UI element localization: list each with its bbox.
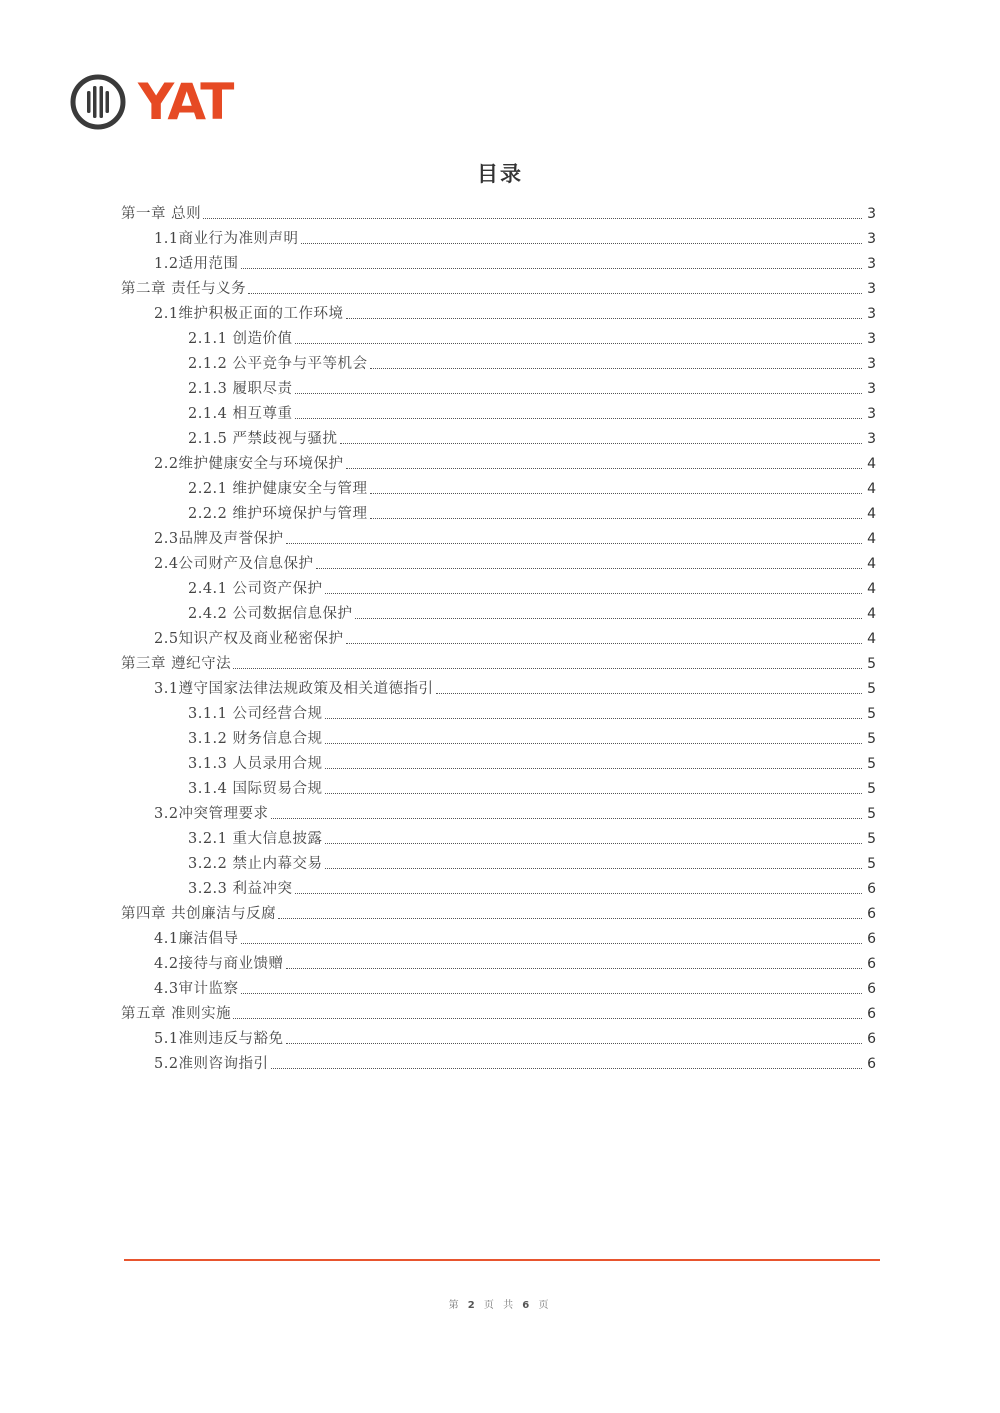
footer-suffix: 页 (538, 1300, 552, 1311)
toc-dot-leader (325, 718, 862, 719)
toc-entry[interactable] (0, 299, 1000, 324)
toc-dot-leader (241, 268, 862, 269)
toc-entry-label: 4.3审计监察 (154, 981, 239, 997)
toc-dot-leader (241, 943, 862, 944)
toc-entry-label: 2.4.2 公司数据信息保护 (188, 606, 353, 622)
toc-entry-label: 2.2维护健康安全与环境保护 (154, 456, 344, 472)
toc-entry-page-number: 6 (867, 881, 876, 897)
toc-entry-label: 第一章 总则 (121, 206, 202, 222)
toc-entry-label: 1.2适用范围 (154, 256, 239, 272)
toc-entry-label: 2.1.3 履职尽责 (188, 381, 293, 397)
toc-entry-page-number: 3 (867, 281, 876, 297)
toc-entry-page-number: 5 (867, 681, 876, 697)
toc-dot-leader (325, 868, 862, 869)
toc-entry[interactable] (0, 699, 1000, 724)
toc-entry-page-number: 4 (867, 581, 876, 597)
toc-entry[interactable] (0, 324, 1000, 349)
toc-dot-leader (286, 1043, 862, 1044)
toc-entry-label: 4.2接待与商业馈赠 (154, 956, 284, 972)
toc-entry[interactable] (0, 374, 1000, 399)
toc-entry-page-number: 3 (867, 331, 876, 347)
toc-entry-label: 2.3品牌及声誉保护 (154, 531, 284, 547)
toc-entry-label: 2.1.2 公平竞争与平等机会 (188, 356, 368, 372)
toc-entry-page-number: 6 (867, 1006, 876, 1022)
toc-entry[interactable] (0, 599, 1000, 624)
toc-entry-label: 2.1.4 相互尊重 (188, 406, 293, 422)
toc-dot-leader (301, 243, 862, 244)
toc-entry-page-number: 3 (867, 306, 876, 322)
toc-entry-page-number: 4 (867, 506, 876, 522)
page-number-footer (0, 1296, 1000, 1311)
toc-entry-label: 3.1.1 公司经营合规 (188, 706, 323, 722)
toc-entry[interactable] (0, 399, 1000, 424)
toc-dot-leader (370, 493, 862, 494)
toc-entry-label: 3.2.3 利益冲突 (188, 881, 293, 897)
toc-dot-leader (316, 568, 862, 569)
toc-entry-page-number: 3 (867, 231, 876, 247)
toc-entry-page-number: 6 (867, 906, 876, 922)
yat-ring-logo-icon (70, 74, 126, 130)
toc-entry-page-number: 5 (867, 756, 876, 772)
toc-entry-label: 3.1遵守国家法律法规政策及相关道德指引 (154, 681, 434, 697)
toc-entry-page-number: 3 (867, 356, 876, 372)
toc-entry[interactable] (0, 424, 1000, 449)
toc-entry-label: 5.2准则咨询指引 (154, 1056, 269, 1072)
toc-dot-leader (295, 343, 862, 344)
toc-entry-label: 4.1廉洁倡导 (154, 931, 239, 947)
toc-dot-leader (436, 693, 862, 694)
toc-entry-page-number: 3 (867, 381, 876, 397)
toc-dot-leader (370, 368, 862, 369)
toc-entry[interactable] (0, 1049, 1000, 1074)
toc-entry-page-number: 6 (867, 1031, 876, 1047)
toc-entry-label: 5.1准则违反与豁免 (154, 1031, 284, 1047)
logo-wordmark: YAT (138, 73, 233, 131)
footer-divider (124, 1259, 880, 1261)
table-of-contents (0, 199, 1000, 1074)
toc-entry-page-number: 3 (867, 406, 876, 422)
toc-entry[interactable] (0, 274, 1000, 299)
toc-entry[interactable] (0, 974, 1000, 999)
toc-dot-leader (271, 818, 862, 819)
toc-entry[interactable] (0, 574, 1000, 599)
toc-entry[interactable] (0, 474, 1000, 499)
toc-entry-page-number: 3 (867, 431, 876, 447)
company-logo (70, 72, 232, 132)
toc-dot-leader (346, 318, 862, 319)
toc-entry-page-number: 4 (867, 456, 876, 472)
toc-entry[interactable] (0, 549, 1000, 574)
toc-entry-page-number: 6 (867, 931, 876, 947)
toc-entry[interactable] (0, 774, 1000, 799)
toc-entry-page-number: 6 (867, 981, 876, 997)
toc-entry[interactable] (0, 849, 1000, 874)
toc-entry-page-number: 5 (867, 656, 876, 672)
toc-entry-page-number: 3 (867, 256, 876, 272)
toc-dot-leader (325, 793, 862, 794)
toc-entry[interactable] (0, 349, 1000, 374)
toc-entry[interactable] (0, 799, 1000, 824)
current-page-number: 2 (467, 1300, 478, 1311)
toc-entry-page-number: 4 (867, 531, 876, 547)
toc-dot-leader (233, 1018, 862, 1019)
toc-entry[interactable] (0, 524, 1000, 549)
toc-entry-label: 2.2.1 维护健康安全与管理 (188, 481, 368, 497)
toc-entry-label: 3.2.1 重大信息披露 (188, 831, 323, 847)
toc-entry-label: 3.2冲突管理要求 (154, 806, 269, 822)
toc-dot-leader (346, 643, 862, 644)
toc-entry[interactable] (0, 899, 1000, 924)
toc-entry-label: 2.2.2 维护环境保护与管理 (188, 506, 368, 522)
toc-entry[interactable] (0, 649, 1000, 674)
toc-dot-leader (203, 218, 862, 219)
toc-dot-leader (325, 843, 862, 844)
toc-entry-page-number: 4 (867, 606, 876, 622)
toc-entry-label: 3.2.2 禁止内幕交易 (188, 856, 323, 872)
toc-entry-label: 2.5知识产权及商业秘密保护 (154, 631, 344, 647)
toc-entry-label: 2.4公司财产及信息保护 (154, 556, 314, 572)
toc-dot-leader (340, 443, 862, 444)
toc-entry-label: 第三章 遵纪守法 (121, 656, 232, 672)
toc-entry-page-number: 4 (867, 481, 876, 497)
toc-entry[interactable] (0, 1024, 1000, 1049)
toc-entry-label: 2.1.1 创造价值 (188, 331, 293, 347)
toc-entry-page-number: 5 (867, 856, 876, 872)
toc-entry[interactable] (0, 949, 1000, 974)
toc-dot-leader (295, 893, 862, 894)
toc-dot-leader (355, 618, 862, 619)
toc-entry-page-number: 6 (867, 1056, 876, 1072)
toc-entry-label: 3.1.3 人员录用合规 (188, 756, 323, 772)
toc-entry-page-number: 3 (867, 206, 876, 222)
toc-dot-leader (286, 968, 862, 969)
toc-dot-leader (346, 468, 862, 469)
toc-entry[interactable] (0, 249, 1000, 274)
toc-dot-leader (241, 993, 862, 994)
toc-entry-page-number: 4 (867, 631, 876, 647)
toc-entry[interactable] (0, 449, 1000, 474)
footer-prefix: 第 (448, 1300, 462, 1311)
toc-entry[interactable] (0, 224, 1000, 249)
footer-middle: 页 共 (483, 1300, 517, 1311)
toc-entry[interactable] (0, 999, 1000, 1024)
toc-dot-leader (370, 518, 862, 519)
toc-dot-leader (286, 543, 862, 544)
toc-entry[interactable] (0, 724, 1000, 749)
toc-entry-label: 2.1维护积极正面的工作环境 (154, 306, 344, 322)
toc-entry-label: 3.1.4 国际贸易合规 (188, 781, 323, 797)
toc-dot-leader (325, 743, 862, 744)
toc-entry-label: 第五章 准则实施 (121, 1006, 232, 1022)
toc-entry-page-number: 5 (867, 706, 876, 722)
toc-entry-page-number: 5 (867, 781, 876, 797)
toc-entry-page-number: 5 (867, 731, 876, 747)
toc-entry-label: 2.1.5 严禁歧视与骚扰 (188, 431, 338, 447)
toc-entry[interactable] (0, 749, 1000, 774)
toc-dot-leader (325, 768, 862, 769)
toc-entry[interactable] (0, 824, 1000, 849)
toc-entry[interactable] (0, 624, 1000, 649)
toc-entry[interactable] (0, 199, 1000, 224)
total-page-count: 6 (522, 1300, 533, 1311)
toc-entry-label: 1.1商业行为准则声明 (154, 231, 299, 247)
toc-dot-leader (295, 418, 862, 419)
toc-dot-leader (233, 668, 862, 669)
toc-entry-page-number: 5 (867, 806, 876, 822)
toc-entry[interactable] (0, 674, 1000, 699)
toc-dot-leader (295, 393, 862, 394)
toc-entry-page-number: 6 (867, 956, 876, 972)
toc-entry[interactable] (0, 924, 1000, 949)
toc-entry-label: 第四章 共创廉洁与反腐 (121, 906, 277, 922)
toc-entry-label: 2.4.1 公司资产保护 (188, 581, 323, 597)
toc-entry-page-number: 5 (867, 831, 876, 847)
toc-entry-page-number: 4 (867, 556, 876, 572)
toc-entry[interactable] (0, 874, 1000, 899)
toc-title: 目录 (477, 162, 523, 186)
toc-dot-leader (325, 593, 862, 594)
toc-dot-leader (278, 918, 862, 919)
toc-dot-leader (248, 293, 862, 294)
toc-entry-label: 3.1.2 财务信息合规 (188, 731, 323, 747)
toc-entry-label: 第二章 责任与义务 (121, 281, 247, 297)
toc-entry[interactable] (0, 499, 1000, 524)
toc-dot-leader (271, 1068, 862, 1069)
